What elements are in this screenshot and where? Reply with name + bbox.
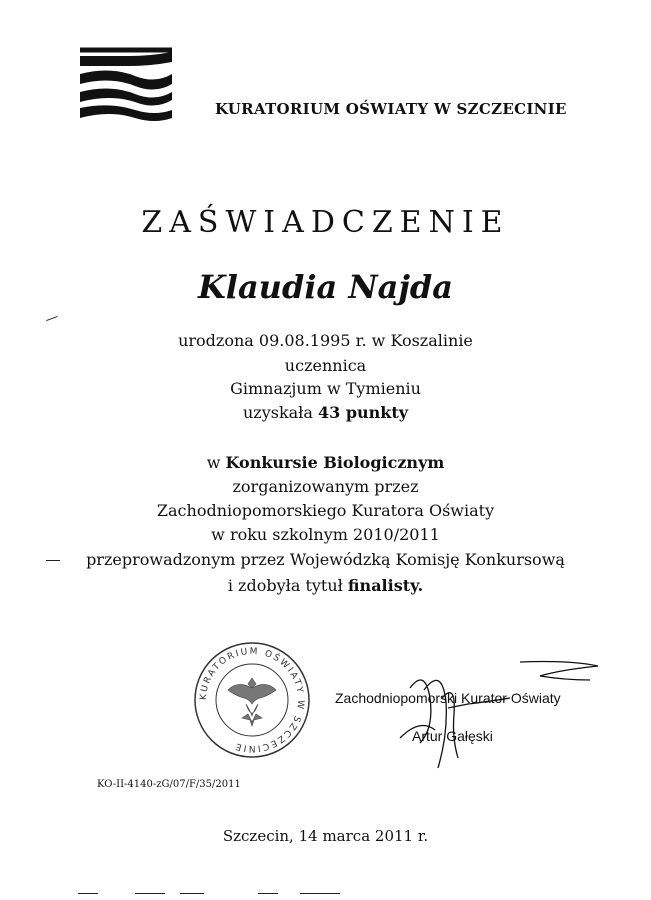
seal-text: KURATORIUM OŚWIATY W SZCZECINIE (198, 646, 306, 754)
scan-mark (300, 893, 340, 894)
line-text: w roku szkolnym 2010/2011 (211, 525, 440, 544)
line-text: uczennica (284, 356, 367, 375)
emphasized-text: finalisty. (347, 576, 424, 595)
handwritten-signature-icon (390, 658, 600, 773)
certificate-line (0, 402, 651, 424)
line-text: w (206, 453, 226, 472)
line-text: Zachodniopomorskiego Kuratora Oświaty (156, 501, 495, 520)
line-text: urodzona 09.08.1995 r. w Koszalinie (178, 331, 473, 350)
scan-mark (46, 560, 60, 561)
organization-name: KURATORIUM OŚWIATY W SZCZECINIE (215, 100, 567, 118)
scan-mark (258, 893, 278, 894)
certificate-line (0, 575, 651, 597)
scan-mark (78, 893, 98, 894)
line-text: przeprowadzonym przez Wojewódzką Komisję Konkursową (86, 550, 565, 569)
signatory-title: Zachodniopomorski Kurator Oświaty (335, 690, 561, 706)
place-and-date: Szczecin, 14 marca 2011 r. (222, 827, 429, 845)
document-reference: KO-II-4140-zG/07/F/35/2011 (97, 779, 241, 790)
official-seal-eagle-icon (192, 640, 312, 760)
line-text: uzyskała (242, 403, 318, 422)
certificate-line (0, 452, 651, 474)
certificate-title: ZAŚWIADCZENIE (141, 205, 510, 240)
recipient-name: Klaudia Najda (197, 268, 454, 306)
certificate-line (0, 378, 651, 400)
line-text: zorganizowanym przez (232, 477, 419, 496)
emphasized-text: 43 punkty (317, 403, 409, 422)
certificate-line (0, 330, 651, 352)
scan-mark (180, 893, 204, 894)
scan-mark (135, 893, 165, 894)
emphasized-text: Konkursie Biologicznym (225, 453, 445, 472)
line-text: Gimnazjum w Tymieniu (230, 379, 421, 398)
certificate-line (0, 355, 651, 377)
certificate-line (0, 549, 651, 571)
certificate-line (0, 476, 651, 498)
certificate-line (0, 500, 651, 522)
line-text: i zdobyła tytuł (227, 576, 348, 595)
certificate-line (0, 524, 651, 546)
signatory-name: Artur Gałęski (412, 728, 493, 744)
scan-mark (46, 316, 58, 321)
wave-logo-icon (80, 44, 172, 122)
